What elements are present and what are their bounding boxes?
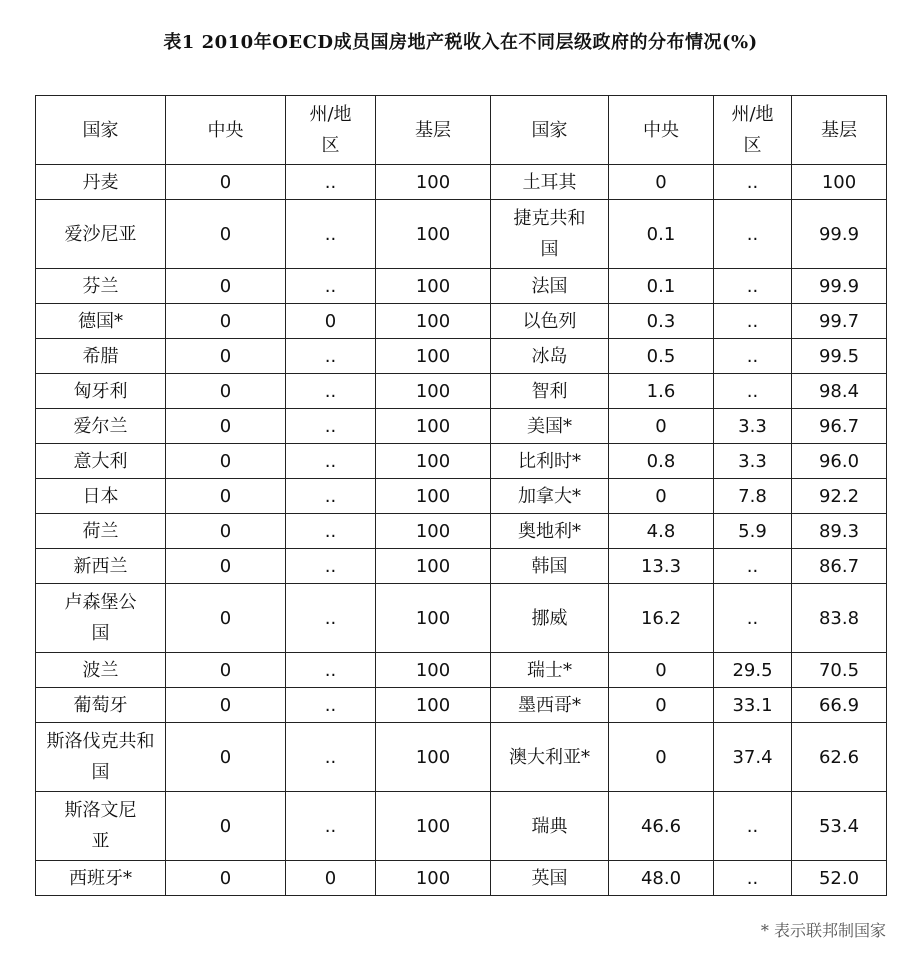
table-row	[36, 444, 887, 479]
country-cell: 奥地利*	[491, 514, 609, 549]
local-cell: 96.7	[792, 409, 887, 444]
state-cell: 3.3	[714, 409, 792, 444]
central-cell: 0	[166, 584, 286, 653]
state-cell: 29.5	[714, 653, 792, 688]
state-cell: 0	[286, 304, 376, 339]
central-cell: 0	[166, 444, 286, 479]
local-cell: 89.3	[792, 514, 887, 549]
state-cell: 7.8	[714, 479, 792, 514]
table-row	[36, 549, 887, 584]
country-cell: 瑞士*	[491, 653, 609, 688]
central-cell: 0	[166, 723, 286, 792]
central-cell: 1.6	[609, 374, 714, 409]
country-cell: 加拿大*	[491, 479, 609, 514]
central-cell: 0	[166, 688, 286, 723]
tax-distribution-table	[35, 95, 887, 896]
country-cell: 丹麦	[36, 165, 166, 200]
col-header-local-1: 基层	[376, 96, 491, 165]
country-cell: 冰岛	[491, 339, 609, 374]
country-cell: 捷克共和国	[491, 200, 609, 269]
central-cell: 0	[166, 409, 286, 444]
table-row	[36, 374, 887, 409]
central-cell: 0	[166, 861, 286, 896]
local-cell: 100	[376, 584, 491, 653]
local-cell: 99.5	[792, 339, 887, 374]
state-cell: ..	[714, 374, 792, 409]
central-cell: 0	[166, 479, 286, 514]
state-cell: ..	[714, 304, 792, 339]
state-cell: ..	[286, 792, 376, 861]
country-cell: 瑞典	[491, 792, 609, 861]
central-cell: 0	[609, 479, 714, 514]
local-cell: 100	[376, 409, 491, 444]
state-cell: ..	[286, 409, 376, 444]
col-header-central-1: 中央	[166, 96, 286, 165]
central-cell: 0.5	[609, 339, 714, 374]
central-cell: 0	[166, 200, 286, 269]
table-row	[36, 200, 887, 269]
country-cell: 葡萄牙	[36, 688, 166, 723]
local-cell: 99.9	[792, 269, 887, 304]
country-cell: 以色列	[491, 304, 609, 339]
local-cell: 100	[376, 200, 491, 269]
local-cell: 83.8	[792, 584, 887, 653]
col-header-country-1: 国家	[36, 96, 166, 165]
state-cell: 37.4	[714, 723, 792, 792]
local-cell: 100	[376, 339, 491, 374]
local-cell: 66.9	[792, 688, 887, 723]
state-cell: ..	[286, 444, 376, 479]
state-cell: 0	[286, 861, 376, 896]
local-cell: 100	[376, 688, 491, 723]
country-cell: 荷兰	[36, 514, 166, 549]
central-cell: 0	[166, 653, 286, 688]
central-cell: 0.1	[609, 200, 714, 269]
table-title: 表1 2010年OECD成员国房地产税收入在不同层级政府的分布情况(%)	[163, 32, 758, 53]
local-cell: 70.5	[792, 653, 887, 688]
local-cell: 100	[376, 479, 491, 514]
country-cell: 斯洛文尼亚	[36, 792, 166, 861]
table-row	[36, 479, 887, 514]
central-cell: 0	[166, 792, 286, 861]
central-cell: 0	[609, 688, 714, 723]
state-cell: ..	[714, 861, 792, 896]
local-cell: 100	[376, 269, 491, 304]
country-cell: 墨西哥*	[491, 688, 609, 723]
country-cell: 波兰	[36, 653, 166, 688]
local-cell: 62.6	[792, 723, 887, 792]
country-cell: 新西兰	[36, 549, 166, 584]
country-cell: 法国	[491, 269, 609, 304]
central-cell: 0.8	[609, 444, 714, 479]
state-cell: ..	[286, 374, 376, 409]
table-row	[36, 861, 887, 896]
central-cell: 16.2	[609, 584, 714, 653]
table-row	[36, 688, 887, 723]
central-cell: 0.3	[609, 304, 714, 339]
central-cell: 13.3	[609, 549, 714, 584]
state-cell: 5.9	[714, 514, 792, 549]
state-cell: ..	[714, 200, 792, 269]
country-cell: 澳大利亚*	[491, 723, 609, 792]
state-cell: 3.3	[714, 444, 792, 479]
table-row	[36, 723, 887, 792]
country-cell: 日本	[36, 479, 166, 514]
state-cell: ..	[286, 549, 376, 584]
country-cell: 意大利	[36, 444, 166, 479]
local-cell: 52.0	[792, 861, 887, 896]
state-cell: ..	[286, 688, 376, 723]
central-cell: 0	[609, 409, 714, 444]
col-header-central-2: 中央	[609, 96, 714, 165]
state-cell: ..	[714, 549, 792, 584]
country-cell: 土耳其	[491, 165, 609, 200]
local-cell: 100	[376, 792, 491, 861]
local-cell: 100	[376, 374, 491, 409]
state-cell: ..	[714, 584, 792, 653]
country-cell: 智利	[491, 374, 609, 409]
country-cell: 爱沙尼亚	[36, 200, 166, 269]
state-cell: ..	[286, 200, 376, 269]
col-header-state-1: 州/地区	[286, 96, 376, 165]
state-cell: ..	[714, 792, 792, 861]
central-cell: 0	[166, 165, 286, 200]
state-cell: ..	[286, 165, 376, 200]
local-cell: 100	[376, 723, 491, 792]
central-cell: 0.1	[609, 269, 714, 304]
table-row	[36, 514, 887, 549]
table-row	[36, 584, 887, 653]
central-cell: 4.8	[609, 514, 714, 549]
state-cell: ..	[286, 653, 376, 688]
country-cell: 韩国	[491, 549, 609, 584]
table-row	[36, 792, 887, 861]
central-cell: 46.6	[609, 792, 714, 861]
central-cell: 48.0	[609, 861, 714, 896]
central-cell: 0	[609, 653, 714, 688]
state-cell: ..	[286, 339, 376, 374]
central-cell: 0	[166, 304, 286, 339]
local-cell: 100	[376, 514, 491, 549]
state-cell: ..	[286, 479, 376, 514]
country-cell: 卢森堡公国	[36, 584, 166, 653]
header-row	[36, 96, 887, 165]
state-cell: ..	[714, 269, 792, 304]
table-row	[36, 304, 887, 339]
country-cell: 德国*	[36, 304, 166, 339]
state-cell: ..	[714, 339, 792, 374]
table-row	[36, 653, 887, 688]
local-cell: 96.0	[792, 444, 887, 479]
state-cell: 33.1	[714, 688, 792, 723]
state-cell: ..	[286, 723, 376, 792]
local-cell: 53.4	[792, 792, 887, 861]
central-cell: 0	[166, 549, 286, 584]
col-header-country-2: 国家	[491, 96, 609, 165]
country-cell: 西班牙*	[36, 861, 166, 896]
country-cell: 芬兰	[36, 269, 166, 304]
country-cell: 斯洛伐克共和国	[36, 723, 166, 792]
local-cell: 100	[376, 861, 491, 896]
col-header-state-2: 州/地区	[714, 96, 792, 165]
table-row	[36, 269, 887, 304]
central-cell: 0	[166, 269, 286, 304]
state-cell: ..	[714, 165, 792, 200]
state-cell: ..	[286, 514, 376, 549]
state-cell: ..	[286, 269, 376, 304]
local-cell: 100	[376, 444, 491, 479]
state-cell: ..	[286, 584, 376, 653]
table-row	[36, 339, 887, 374]
country-cell: 美国*	[491, 409, 609, 444]
country-cell: 爱尔兰	[36, 409, 166, 444]
local-cell: 100	[376, 653, 491, 688]
country-cell: 英国	[491, 861, 609, 896]
local-cell: 86.7	[792, 549, 887, 584]
country-cell: 希腊	[36, 339, 166, 374]
table-row	[36, 165, 887, 200]
central-cell: 0	[166, 339, 286, 374]
local-cell: 99.9	[792, 200, 887, 269]
local-cell: 92.2	[792, 479, 887, 514]
footnote: * 表示联邦制国家	[760, 921, 886, 940]
central-cell: 0	[609, 723, 714, 792]
country-cell: 匈牙利	[36, 374, 166, 409]
local-cell: 100	[376, 304, 491, 339]
central-cell: 0	[166, 374, 286, 409]
local-cell: 100	[792, 165, 887, 200]
table-row	[36, 409, 887, 444]
country-cell: 比利时*	[491, 444, 609, 479]
central-cell: 0	[609, 165, 714, 200]
local-cell: 98.4	[792, 374, 887, 409]
central-cell: 0	[166, 514, 286, 549]
local-cell: 100	[376, 165, 491, 200]
local-cell: 99.7	[792, 304, 887, 339]
col-header-local-2: 基层	[792, 96, 887, 165]
local-cell: 100	[376, 549, 491, 584]
country-cell: 挪威	[491, 584, 609, 653]
